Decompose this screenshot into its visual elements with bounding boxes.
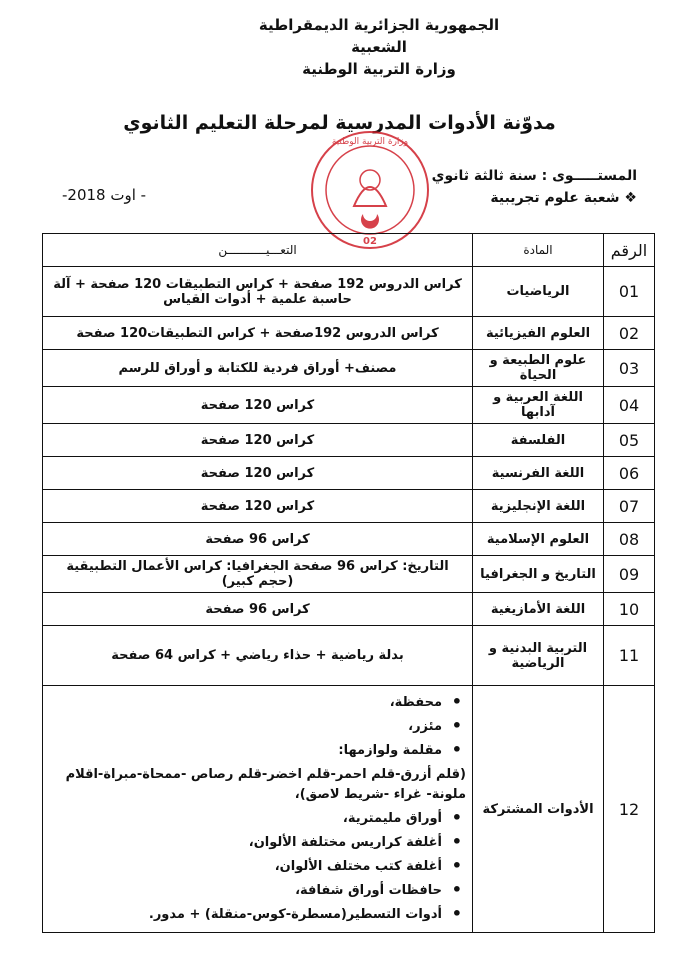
row-designation: التاريخ: كراس 96 صفحة الجغرافيا: كراس الأعمال التطبيقية (حجم كبير) <box>43 556 473 593</box>
row-designation: كراس الدروس 192 صفحة + كراس التطبيقات 120 صفحة + آلة حاسبة علمية + أدوات القياس <box>43 267 473 317</box>
row-designation: كراس 120 صفحة <box>43 424 473 457</box>
row-subject: اللغة الأمازيغية <box>473 593 604 626</box>
branch-label: ❖ شعبة علوم تجريبية <box>490 190 637 206</box>
row-num: 02 <box>604 317 655 350</box>
row-subject: العلوم الفيزيائية <box>473 317 604 350</box>
table-row-shared <box>43 686 655 933</box>
header-designation: التعـــيـــــــــــن <box>43 234 473 267</box>
shared-items-cell <box>43 686 473 933</box>
republic-name: الجمهورية الجزائرية الديمقراطية الشعبية <box>258 16 500 56</box>
table-row <box>43 267 655 317</box>
list-item: • أغلفة كراريس مختلفة الألوان، <box>49 833 466 853</box>
row-subject: الفلسفة <box>473 424 604 457</box>
list-item: (قلم أزرق-قلم احمر-قلم اخضر-قلم رصاص -ممحاة-مبراة-اقلام ملونة- غراء -شريط لاصق)، <box>65 767 466 802</box>
document-title: مدوّنة الأدوات المدرسية لمرحلة التعليم الثانوي <box>123 112 556 134</box>
shared-items-list <box>49 693 466 925</box>
row-num: 11 <box>604 626 655 686</box>
row-designation: كراس 96 صفحة <box>43 523 473 556</box>
list-item: • محفظة، <box>49 693 466 713</box>
date-label: - اوت 2018- <box>62 186 147 204</box>
ministry-name: وزارة التربية الوطنية <box>302 60 456 78</box>
row-subject: التاريخ و الجغرافيا <box>473 556 604 593</box>
row-subject: علوم الطبيعة و الحياة <box>473 350 604 387</box>
row-subject: اللغة الإنجليزية <box>473 490 604 523</box>
supplies-table <box>42 233 655 933</box>
document-header <box>229 14 529 80</box>
row-designation: كراس 120 صفحة <box>43 490 473 523</box>
table-row <box>43 593 655 626</box>
table-header-row <box>43 234 655 267</box>
row-num: 10 <box>604 593 655 626</box>
row-subject: اللغة الفرنسية <box>473 457 604 490</box>
row-num: 04 <box>604 387 655 424</box>
list-item: • أدوات التسطير(مسطرة-كوس-منقلة) + مدور. <box>49 905 466 925</box>
row-designation: كراس 120 صفحة <box>43 387 473 424</box>
row-num: 01 <box>604 267 655 317</box>
table-row <box>43 626 655 686</box>
table-row <box>43 317 655 350</box>
table-row <box>43 523 655 556</box>
stamp-text: وزارة التربية الوطنية <box>331 137 409 147</box>
list-item: • مئزر، <box>49 717 466 737</box>
row-subject: الأدوات المشتركة <box>473 686 604 933</box>
row-num: 03 <box>604 350 655 387</box>
table-row <box>43 387 655 424</box>
table-row <box>43 424 655 457</box>
row-subject: اللغة العربية و آدابها <box>473 387 604 424</box>
table-row <box>43 556 655 593</box>
row-num: 09 <box>604 556 655 593</box>
row-subject: العلوم الإسلامية <box>473 523 604 556</box>
row-designation: مصنف+ أوراق فردية للكتابة و أوراق للرسم <box>43 350 473 387</box>
row-num: 05 <box>604 424 655 457</box>
row-subject: الرياضيات <box>473 267 604 317</box>
list-item: • أوراق مليمترية، <box>49 809 466 829</box>
header-subject: المادة <box>473 234 604 267</box>
row-num: 12 <box>604 686 655 933</box>
row-designation: كراس 96 صفحة <box>43 593 473 626</box>
stamp-number: 02 <box>363 236 377 247</box>
header-num: الرقم <box>604 234 655 267</box>
level-label: المستـــــوى : سنة ثالثة ثانوي <box>431 168 637 184</box>
table-row <box>43 490 655 523</box>
list-item: • أغلفة كتب مختلف الألوان، <box>49 857 466 877</box>
table-row <box>43 457 655 490</box>
row-subject: التربية البدنية و الرياضية <box>473 626 604 686</box>
row-num: 06 <box>604 457 655 490</box>
row-designation: كراس الدروس 192صفحة + كراس التطبيقات120 صفحة <box>43 317 473 350</box>
row-num: 07 <box>604 490 655 523</box>
row-num: 08 <box>604 523 655 556</box>
list-item: • حافظات أوراق شفافة، <box>49 881 466 901</box>
row-designation: بدلة رياضية + حذاء رياضي + كراس 64 صفحة <box>43 626 473 686</box>
table-row <box>43 350 655 387</box>
list-item: • مقلمة ولوازمها: <box>49 741 466 761</box>
row-designation: كراس 120 صفحة <box>43 457 473 490</box>
